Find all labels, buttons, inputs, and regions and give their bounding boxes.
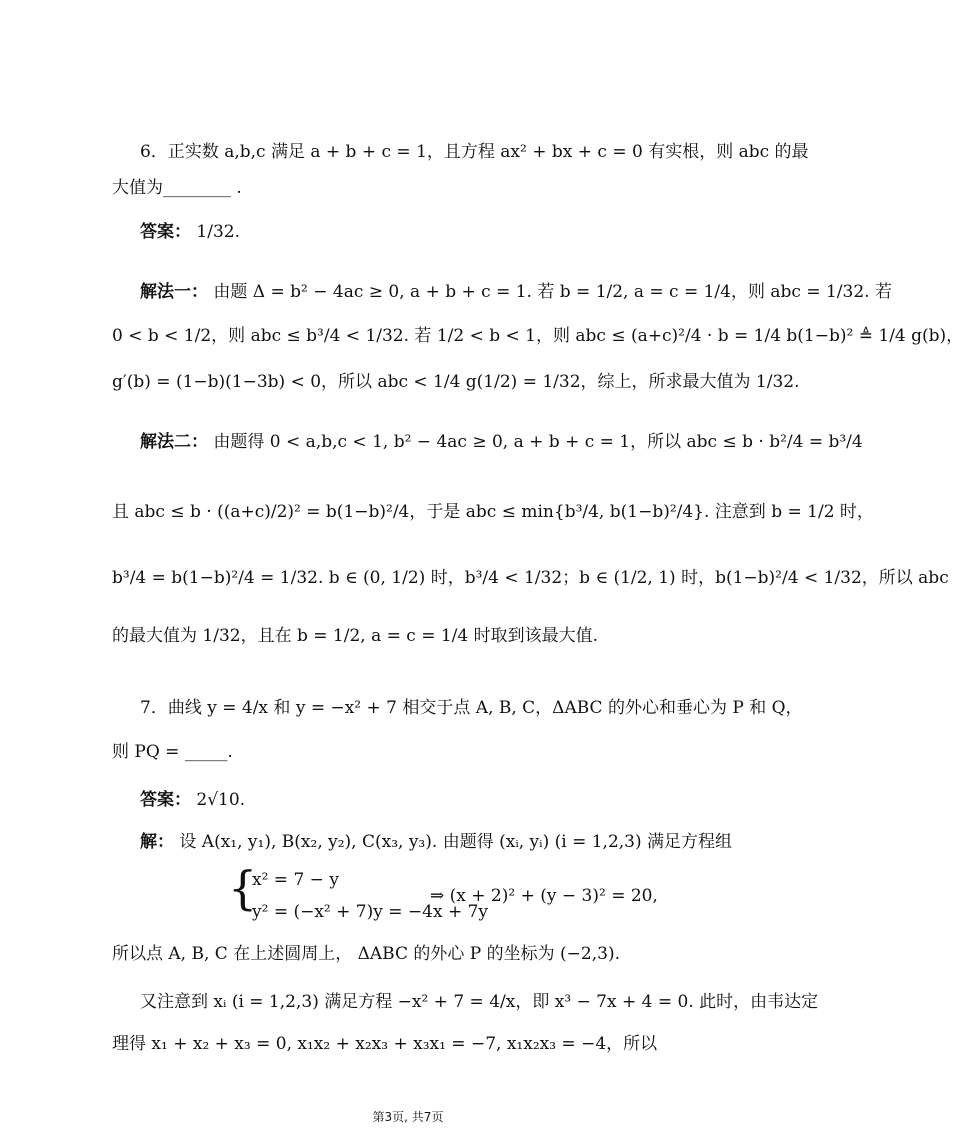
problem6-solution1-line1 (140, 280, 892, 304)
problem7-solution-line3: 又注意到 xᵢ (i = 1,2,3) 满足方程 −x² + 7 = 4/x，即 x³ − 7x + 4 = 0. 此时，由韦达定 (140, 992, 819, 1012)
system-result: ⇒ (x + 2)² + (y − 3)² = 20, (430, 886, 658, 906)
problem6-solution2-line4: 的最大值为 1/32，且在 b = 1/2, a = c = 1/4 时取到该最大值. (112, 626, 599, 646)
system-line2: y² = (−x² + 7)y = −4x + 7y (252, 902, 489, 922)
problem7-question-line2: 则 PQ = _____. (112, 742, 233, 762)
solution2-label: 解法二： (140, 432, 208, 452)
answer-label: 答案： (140, 222, 191, 242)
problem6-solution2-line2: 且 abc ≤ b · ((a+c)/2)² = b(1−b)²/4，于是 abc ≤ min{b³/4, b(1−b)²/4}. 注意到 b = 1/2 时， (112, 502, 874, 522)
problem7-question-line1: 7．曲线 y = 4/x 和 y = −x² + 7 相交于点 A, B, C，ΔABC 的外心和垂心为 P 和 Q， (140, 698, 803, 718)
problem6-answer (140, 220, 756, 244)
solution1-label: 解法一： (140, 282, 208, 302)
solution1-text: 由题 Δ = b² − 4ac ≥ 0, a + b + c = 1. 若 b = 1/2, a = c = 1/4，则 abc = 1/32. 若 (213, 282, 892, 302)
problem6-question-line1: 6．正实数 a,b,c 满足 a + b + c = 1，且方程 ax² + bx + c = 0 有实根，则 abc 的最 (140, 142, 809, 162)
problem6-solution2-line1 (140, 430, 863, 454)
solution-text: 设 A(x₁, y₁), B(x₂, y₂), C(x₃, y₃). 由题得 (xᵢ, yᵢ) (i = 1,2,3) 满足方程组 (179, 832, 733, 852)
problem7-solution-line2: 所以点 A, B, C 在上述圆周上， ΔABC 的外心 P 的坐标为 (−2,3). (112, 944, 620, 964)
answer-value: 1/32. (196, 222, 240, 242)
problem7-solution-line4: 理得 x₁ + x₂ + x₃ = 0, x₁x₂ + x₂x₃ + x₃x₁ = −7, x₁x₂x₃ = −4，所以 (112, 1034, 658, 1054)
problem6-question-line2: 大值为________ . (112, 178, 242, 198)
system-line1: x² = 7 − y (252, 870, 339, 890)
system-brace: { (228, 861, 258, 915)
solution2-text: 由题得 0 < a,b,c < 1, b² − 4ac ≥ 0, a + b + c = 1，所以 abc ≤ b · b²/4 = b³/4 (213, 432, 863, 452)
problem7-solution-line1 (140, 830, 756, 854)
answer-label: 答案： (140, 790, 191, 810)
problem6-solution1-line3: g′(b) = (1−b)(1−3b) < 0，所以 abc < 1/4 g(1/2) = 1/32，综上，所求最大值为 1/32. (112, 372, 800, 392)
solution-label: 解： (140, 832, 174, 852)
answer-value: 2√10. (196, 790, 246, 810)
problem6-solution1-line2: 0 < b < 1/2，则 abc ≤ b³/4 < 1/32. 若 1/2 < b < 1，则 abc ≤ (a+c)²/4 · b = 1/4 b(1−b)² ≜ 1/4 g(b)， (112, 326, 963, 346)
problem7-answer (140, 788, 756, 812)
page-footer: 第3页, 共7页 (372, 1110, 444, 1124)
problem6-solution2-line3: b³/4 = b(1−b)²/4 = 1/32. b ∈ (0, 1/2) 时，b³/4 < 1/32；b ∈ (1/2, 1) 时，b(1−b)²/4 < 1/32，所以 abc (112, 568, 949, 588)
